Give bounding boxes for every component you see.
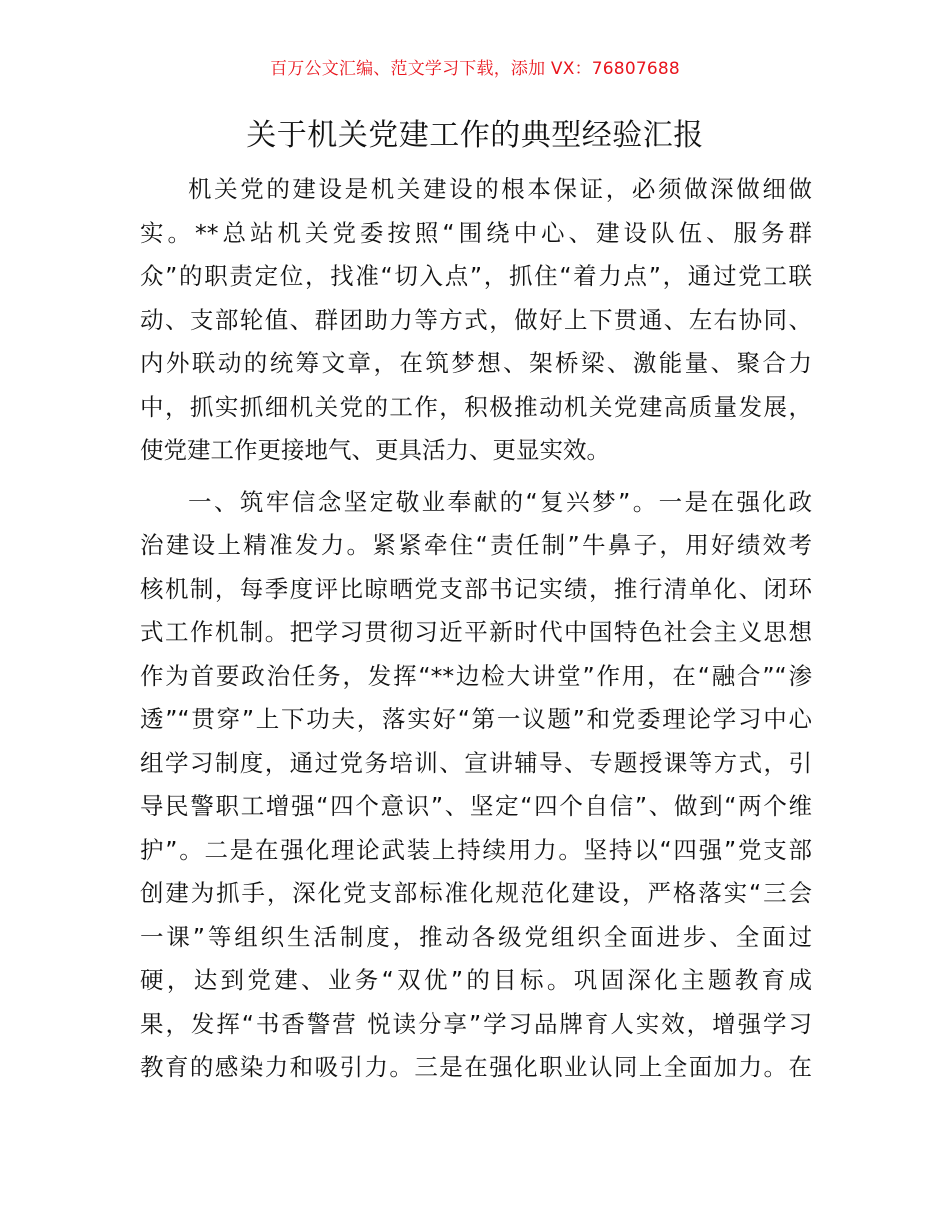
text-line: 中，抓实抓细机关党的工作，积极推动机关党建高质量发展， (140, 392, 812, 421)
document-title: 关于机关党建工作的典型经验汇报 (246, 118, 704, 153)
text-line: 护”。二是在强化理论武装上持续用力。坚持以“四强”党支部 (140, 835, 812, 864)
text-line: 众”的职责定位，找准“切入点”，抓住“着力点”，通过党工联 (140, 262, 812, 290)
text-line: 透”“贯穿”上下功夫，落实好“第一议题”和党委理论学习中心 (140, 705, 812, 733)
paragraph-intro (140, 168, 812, 473)
text-line: 组学习制度，通过党务培训、宣讲辅导、专题授课等方式，引 (140, 748, 812, 777)
text-line: 作为首要政治任务，发挥“**边检大讲堂”作用，在“融合”“渗 (140, 661, 812, 690)
text-line: 导民警职工增强“四个意识”、坚定“四个自信”、做到“两个维 (140, 792, 812, 820)
text-line: 治建设上精准发力。紧紧牵住“责任制”牛鼻子，用好绩效考 (140, 531, 812, 559)
document-body (140, 168, 812, 1098)
text-line: 内外联动的统筹文章，在筑梦想、架桥梁、激能量、聚合力 (140, 349, 812, 377)
text-line: 动、支部轮值、群团助力等方式，做好上下贯通、左右协同、 (140, 305, 812, 334)
text-line: 实。**总站机关党委按照“围绕中心、建设队伍、服务群 (140, 218, 812, 247)
text-line: 硬，达到党建、业务“双优”的目标。巩固深化主题教育成 (140, 966, 812, 994)
text-line: 核机制，每季度评比晾晒党支部书记实绩，推行清单化、闭环 (140, 574, 812, 603)
text-line: 教育的感染力和吸引力。三是在强化职业认同上全面加力。在 (140, 1053, 812, 1081)
paragraph-section-one (140, 481, 812, 1090)
watermark-header: 百万公文汇编、范文学习下载，添加 VX：76807688 (270, 59, 680, 79)
text-line: 创建为抓手，深化党支部标准化规范化建设，严格落实“三会 (140, 879, 812, 907)
text-line: 式工作机制。把学习贯彻习近平新时代中国特色社会主义思想 (140, 618, 812, 646)
text-line: 一、筑牢信念坚定敬业奉献的“复兴梦”。一是在强化政 (188, 487, 812, 516)
text-line: 果，发挥“书香警营 悦读分享”学习品牌育人实效，增强学习 (140, 1009, 812, 1038)
text-line: 一课”等组织生活制度，推动各级党组织全面进步、全面过 (140, 922, 812, 951)
text-line: 使党建工作更接地气、更具活力、更显实效。 (140, 436, 610, 464)
text-line: 机关党的建设是机关建设的根本保证，必须做深做细做 (188, 175, 812, 203)
